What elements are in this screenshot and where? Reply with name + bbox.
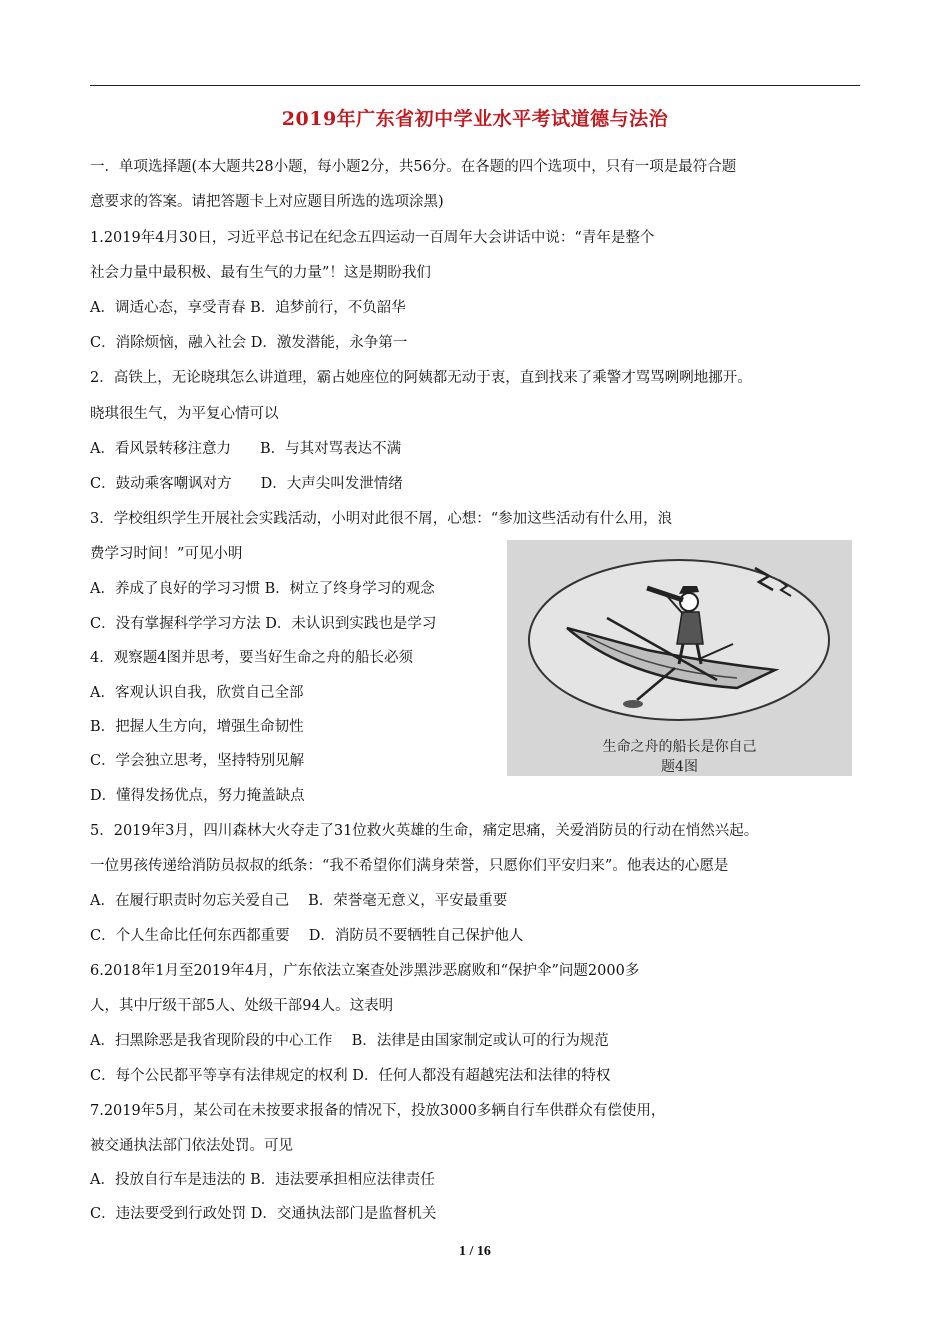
- option-line: C．鼓动乘客嘲讽对方 D．大声尖叫发泄情绪: [90, 476, 403, 492]
- option-line: A．调适心态，享受青春 B．追梦前行，不负韶华: [90, 300, 406, 316]
- text-line: 一位男孩传递给消防员叔叔的纸条：“我不希望你们满身荣誉，只愿你们平安归来”。他表达的心愿是: [90, 858, 729, 874]
- option-line: C．学会独立思考，坚持特别见解: [90, 753, 305, 769]
- question-2: 2．高铁上，无论晓琪怎么讲道理，霸占她座位的阿姨都无动于衷，直到找来了乘警才骂骂咧咧地挪开。: [90, 370, 752, 386]
- page-number: 1 / 16: [459, 1244, 491, 1259]
- option-line: A．客观认识自我，欣赏自己全部: [90, 685, 304, 701]
- option-line: B．把握人生方向，增强生命韧性: [90, 719, 304, 735]
- text-line: 费学习时间！”可见小明: [90, 546, 243, 562]
- text-line: 被交通执法部门依法处罚。可见: [90, 1138, 293, 1154]
- question-5: 5．2019年3月，四川森林大火夺走了31位救火英雄的生命，痛定思痛，关爱消防员的行动在悄然兴起。: [90, 823, 759, 839]
- text-line: 社会力量中最积极、最有生气的力量”！这是期盼我们: [90, 265, 431, 281]
- header-rule: [90, 85, 860, 86]
- text-line: 晓琪很生气，为平复心情可以: [90, 406, 279, 422]
- page-title: 2019年广东省初中学业水平考试道德与法治: [281, 108, 669, 130]
- option-line: A．在履行职责时勿忘关爱自己 B．荣誉毫无意义，平安最重要: [90, 893, 508, 909]
- question-4-figure: [507, 540, 852, 776]
- option-line: C．违法要受到行政处罚 D．交通执法部门是监督机关: [90, 1206, 437, 1222]
- figure-label: 题4图: [661, 759, 698, 775]
- question-1: 1.2019年4月30日，习近平总书记在纪念五四运动一百周年大会讲话中说：“青年是整个: [90, 230, 655, 246]
- option-line: C．没有掌握科学学习方法 D．未认识到实践也是学习: [90, 616, 437, 632]
- option-line: A．扫黑除恶是我省现阶段的中心工作 B．法律是由国家制定或认可的行为规范: [90, 1033, 609, 1049]
- text-line: 意要求的答案。请把答题卡上对应题目所选的选项涂黑): [90, 194, 444, 210]
- text-line: 人，其中厅级干部5人、处级干部94人。这表明: [90, 998, 394, 1014]
- option-line: C．消除烦恼，融入社会 D．激发潜能，永争第一: [90, 335, 408, 351]
- question-3: 3．学校组织学生开展社会实践活动，小明对此很不屑，心想：“参加这些活动有什么用，浪: [90, 511, 673, 527]
- option-line: A．看风景转移注意力 B．与其对骂表达不满: [90, 441, 402, 457]
- question-7: 7.2019年5月，某公司在未按要求报备的情况下，投放3000多辆自行车供群众有偿使用，: [90, 1103, 666, 1119]
- option-line: A．养成了良好的学习习惯 B．树立了终身学习的观念: [90, 581, 435, 597]
- option-line: C．每个公民都平等享有法律规定的权利 D．任何人都没有超越宪法和法律的特权: [90, 1068, 611, 1084]
- question-4: 4．观察题4图并思考，要当好生命之舟的船长必须: [90, 650, 413, 666]
- text-line: 一．单项选择题(本大题共28小题，每小题2分，共56分。在各题的四个选项中，只有一项是最符合题: [90, 159, 737, 175]
- figure-caption: 生命之舟的船长是你自己: [602, 739, 757, 755]
- question-6: 6.2018年1月至2019年4月，广东依法立案查处涉黑涉恶腐败和“保护伞”问题2000多: [90, 963, 640, 979]
- option-line: C．个人生命比任何东西都重要 D．消防员不要牺牲自己保护他人: [90, 928, 524, 944]
- option-line: A．投放自行车是违法的 B．违法要承担相应法律责任: [90, 1172, 435, 1188]
- option-line: D．懂得发扬优点，努力掩盖缺点: [90, 788, 305, 804]
